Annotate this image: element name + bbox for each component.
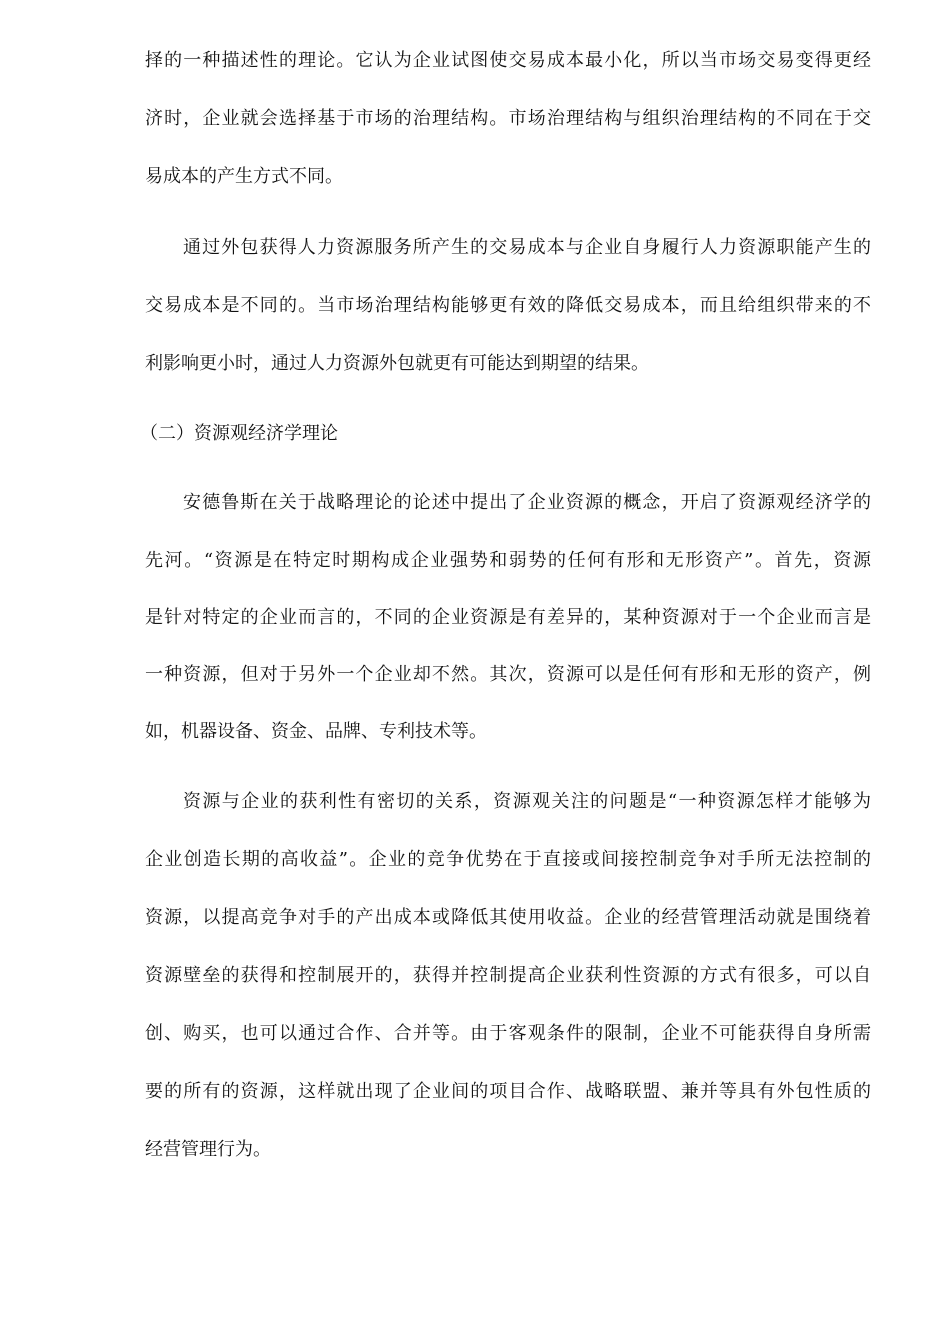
paragraph-2-line-2: 交易成本是不同的。当市场治理结构能够更有效的降低交易成本，而且给组织带来的不 [145,295,871,316]
paragraph-2-line-3: 利影响更小时，通过人力资源外包就更有可能达到期望的结果。 [145,353,649,374]
paragraph-4-line-6: 要的所有的资源，这样就出现了企业间的项目合作、战略联盟、兼并等具有外包性质的 [145,1081,871,1102]
paragraph-1-line-3: 易成本的产生方式不同。 [145,166,343,187]
paragraph-1-line-2: 济时，企业就会选择基于市场的治理结构。市场治理结构与组织治理结构的不同在于交 [145,108,871,129]
paragraph-4-line-5: 创、购买，也可以通过合作、合并等。由于客观条件的限制，企业不可能获得自身所需 [145,1023,871,1044]
paragraph-1-line-1: 择的一种描述性的理论。它认为企业试图使交易成本最小化，所以当市场交易变得更经 [145,50,871,71]
paragraph-3-line-4: 一种资源，但对于另外一个企业却不然。其次，资源可以是任何有形和无形的资产，例 [145,664,871,685]
section-heading: （二）资源观经济学理论 [140,423,338,444]
paragraph-4-line-3: 资源，以提高竞争对手的产出成本或降低其使用收益。企业的经营管理活动就是围绕着 [145,907,871,928]
paragraph-3-line-5: 如，机器设备、资金、品牌、专利技术等。 [145,721,487,742]
paragraph-4-line-4: 资源壁垒的获得和控制展开的，获得并控制提高企业获利性资源的方式有很多，可以自 [145,965,871,986]
paragraph-4-line-7: 经营管理行为。 [145,1139,271,1160]
paragraph-4-line-1: 资源与企业的获利性有密切的关系，资源观关注的问题是“一种资源怎样才能够为 [183,791,871,812]
paragraph-3-line-2: 先河。“资源是在特定时期构成企业强势和弱势的任何有形和无形资产”。首先，资源 [145,550,871,571]
paragraph-4-line-2: 企业创造长期的高收益”。企业的竞争优势在于直接或间接控制竞争对手所无法控制的 [145,849,871,870]
paragraph-3-line-3: 是针对特定的企业而言的，不同的企业资源是有差异的，某种资源对于一个企业而言是 [145,607,871,628]
paragraph-2-line-1: 通过外包获得人力资源服务所产生的交易成本与企业自身履行人力资源职能产生的 [183,237,871,258]
paragraph-3-line-1: 安德鲁斯在关于战略理论的论述中提出了企业资源的概念，开启了资源观经济学的 [183,492,871,513]
